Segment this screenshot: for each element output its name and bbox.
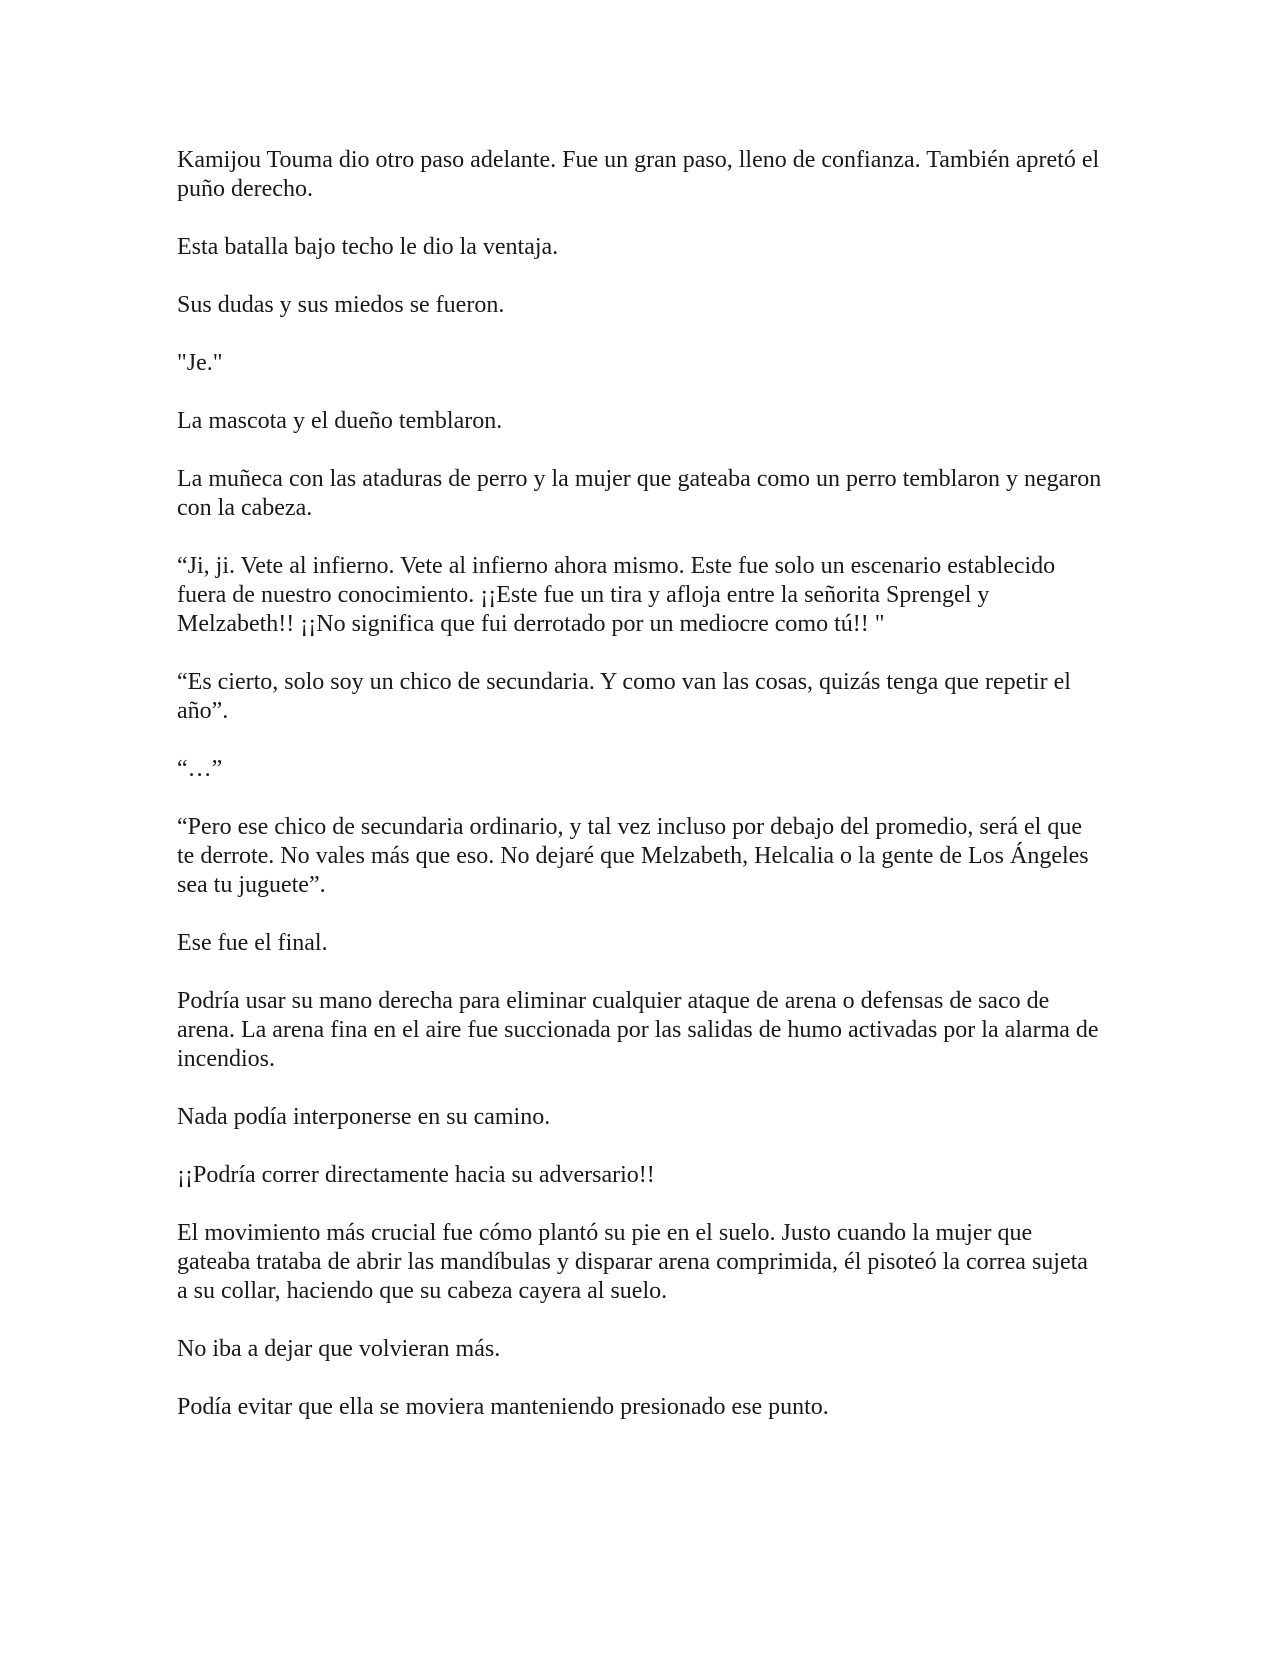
paragraph-2: Esta batalla bajo techo le dio la ventaja.	[177, 234, 559, 260]
paragraph-13: Nada podía interponerse en su camino.	[177, 1104, 551, 1130]
paragraph-1: Kamijou Touma dio otro paso adelante. Fue un gran paso, lleno de confianza. También apretó el puño derecho.	[177, 147, 1100, 202]
paragraph-11: Ese fue el final.	[177, 930, 328, 956]
paragraph-8: “Es cierto, solo soy un chico de secundaria. Y como van las cosas, quizás tenga que repetir el año”.	[177, 669, 1071, 724]
paragraph-16: No iba a dejar que volvieran más.	[177, 1336, 501, 1362]
paragraph-17: Podía evitar que ella se moviera manteniendo presionado ese punto.	[177, 1394, 829, 1420]
paragraph-4: "Je."	[177, 350, 223, 376]
paragraph-7: “Ji, ji. Vete al infierno. Vete al infierno ahora mismo. Este fue solo un escenario establecido fuera de nuestro conocimiento. ¡¡Este fue un tira y afloja entre la señorita Sprengel y Melzabeth!! ¡¡No significa que fui derrotado por un mediocre como tú!! "	[177, 553, 1056, 637]
paragraph-9: “…”	[177, 756, 223, 782]
paragraph-5: La mascota y el dueño temblaron.	[177, 408, 503, 434]
paragraph-10: “Pero ese chico de secundaria ordinario, y tal vez incluso por debajo del promedio, será el que te derrote. No vales más que eso. No dejaré que Melzabeth, Helcalia o la gente de Los Ángeles sea tu juguete”.	[177, 814, 1089, 898]
paragraph-6: La muñeca con las ataduras de perro y la mujer que gateaba como un perro temblaron y negaron con la cabeza.	[177, 466, 1102, 521]
paragraph-3: Sus dudas y sus miedos se fueron.	[177, 292, 505, 318]
paragraph-12: Podría usar su mano derecha para eliminar cualquier ataque de arena o defensas de saco de arena. La arena fina en el aire fue succionada por las salidas de humo activadas por la alarma de incendios.	[177, 988, 1099, 1072]
paragraph-14: ¡¡Podría correr directamente hacia su adversario!!	[177, 1162, 655, 1188]
paragraph-15: El movimiento más crucial fue cómo plantó su pie en el suelo. Justo cuando la mujer que gateaba trataba de abrir las mandíbulas y disparar arena comprimida, él pisoteó la correa sujeta a su collar, haciendo que su cabeza cayera al suelo.	[177, 1220, 1088, 1304]
document-body	[177, 146, 1102, 1451]
